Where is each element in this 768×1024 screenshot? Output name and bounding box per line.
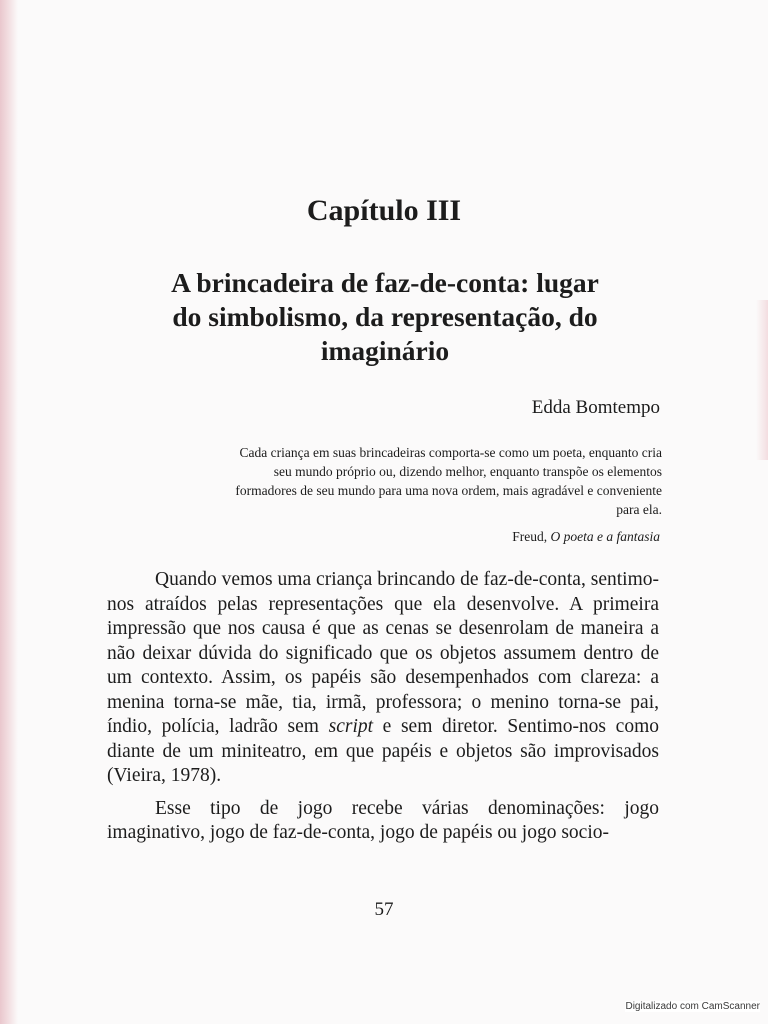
- body-paragraph-text: Quando vemos uma criança brincando de faz-de-conta, sentimo-nos atraídos pelas representações que ela desenvolve. A primeira impressão que nos causa é que as cenas se desenrolam de maneira a não deixar dúvida do significado que os objetos assumem dentro de um contexto. Assim, os papéis são desempenhados com clareza: a menina torna-se mãe, tia, irmã, professora; o menino torna-se pai, índio, polícia, ladrão sem: [107, 569, 659, 737]
- chapter-title-line: imaginário: [320, 335, 450, 366]
- body-text: [107, 568, 659, 846]
- page-number: 57: [374, 899, 394, 920]
- body-paragraph-text: e sem diretor. Sentimo-nos como diante de um miniteatro, em que papéis e objetos são improvisados (Vieira, 1978).: [107, 716, 659, 786]
- chapter-title-line: A brincadeira de faz-de-conta: lugar: [171, 267, 599, 298]
- epigraph-source-work: O poeta e a fantasia: [550, 529, 660, 544]
- epigraph-quote: Cada criança em suas brincadeiras comporta-se como um poeta, enquanto cria seu mundo próprio ou, dizendo melhor, enquanto transpõe os elementos formadores de seu mundo para uma nova ordem, mais agradável e conveniente para ela.: [235, 445, 662, 517]
- page-edge-shadow: [0, 0, 18, 1024]
- body-paragraph: Esse tipo de jogo recebe várias denominações: jogo imaginativo, jogo de faz-de-conta, jogo de papéis ou jogo socio-: [107, 797, 659, 843]
- chapter-heading: Capítulo III: [306, 194, 462, 227]
- body-paragraph: [107, 568, 659, 789]
- chapter-title-line: do simbolismo, da representação, do: [172, 301, 598, 332]
- page-edge-tint: [756, 300, 768, 460]
- epigraph-source-author: Freud,: [512, 529, 548, 544]
- body-paragraph-italic: script: [328, 716, 374, 737]
- author-name: Edda Bomtempo: [531, 397, 660, 418]
- chapter-title: [110, 266, 660, 368]
- scanner-watermark: Digitalizado com CamScanner: [625, 1001, 760, 1012]
- epigraph-source: [512, 529, 660, 545]
